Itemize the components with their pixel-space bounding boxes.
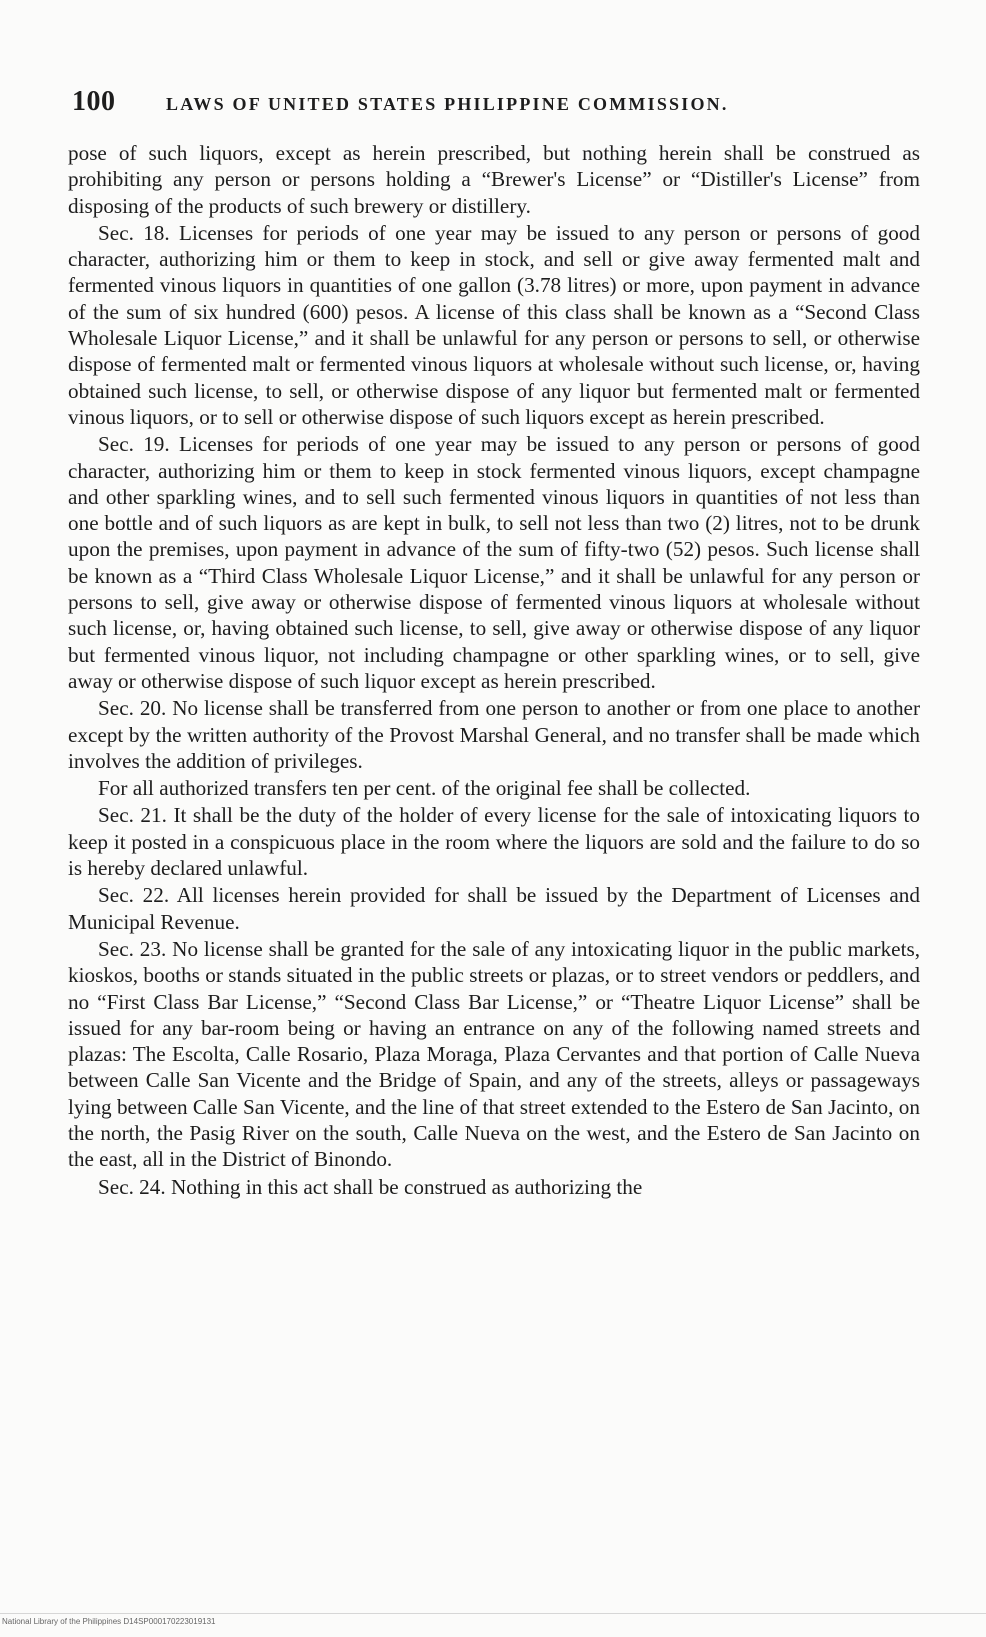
paragraph-sec-19: Sec. 19. Licenses for periods of one year may be issued to any person or persons of good character, authorizing him or them to keep in stock fermented vinous liquors, except champagne and other sparkling wines, and to sell such fermented vinous liquors in quantities of not less than one bottle and of such liquors as are kept in bulk, to sell not less than two (2) litres, not to be drunk upon the premises, upon payment in advance of the sum of fifty-two (52) pesos. Such license shall be known as a “Third Class Wholesale Liquor License,” and it shall be unlawful for any person or persons to sell, give away or otherwise dispose of fermented vinous liquors at wholesale without such license, or, having obtained such license, to sell, give away or otherwise dispose of any liquor but fermented vinous liquor, not including champagne or other sparkling wines, or to sell, give away or otherwise dispose of such liquor except as herein prescribed. [68, 432, 920, 693]
paragraph-transfers: For all authorized transfers ten per cent. of the original fee shall be collected. [98, 776, 751, 801]
footer-text: National Library of the Philippines D14SP000170223019131 [2, 1617, 216, 1626]
paragraph-sec-20: Sec. 20. No license shall be transferred from one person to another or from one place to another except by the written authority of the Provost Marshal General, and no transfer shall be made which involves the addition of privileges. [68, 696, 920, 773]
body-text [68, 140, 920, 1201]
running-head: LAWS OF UNITED STATES PHILIPPINE COMMISSION. [166, 94, 729, 114]
paragraph-sec-24: Sec. 24. Nothing in this act shall be construed as authorizing the [98, 1174, 643, 1199]
scan-footer [0, 1613, 986, 1631]
paragraph-sec-21: Sec. 21. It shall be the duty of the holder of every license for the sale of intoxicating liquors to keep it posted in a conspicuous place in the room where the liquors are sold and the failure to do so is hereby declared unlawful. [68, 803, 920, 881]
page-number: 100 [72, 86, 116, 117]
page-header [72, 86, 932, 122]
paragraph-sec-22: Sec. 22. All licenses herein provided for shall be issued by the Department of Licenses and Municipal Revenue. [68, 883, 920, 934]
paragraph-sec-23: Sec. 23. No license shall be granted for the sale of any intoxicating liquor in the public markets, kioskos, booths or stands situated in the public streets or plazas, or to street vendors or peddlers, and no “First Class Bar License,” “Second Class Bar License,” or “Theatre Liquor License” shall be issued for any bar-room being or having an entrance on any of the following named streets and plazas: The Escolta, Calle Rosario, Plaza Moraga, Plaza Cervantes and that portion of Calle Nueva between Calle San Vicente and the Bridge of Spain, and any of the streets, alleys or passageways lying between Calle San Vicente, and the line of that street extended to the Estero de San Jacinto, on the north, the Pasig River on the south, Calle Nueva on the west, and the Estero de San Jacinto on the east, all in the District of Binondo. [68, 936, 920, 1172]
footer-rule [0, 1613, 986, 1614]
paragraph-continuation: pose of such liquors, except as herein prescribed, but nothing herein shall be construed as prohibiting any person or persons holding a “Brewer's License” or “Distiller's License” from disposing of the products of such brewery or distillery. [68, 141, 920, 218]
paragraph-sec-18: Sec. 18. Licenses for periods of one year may be issued to any person or persons of good character, authorizing him or them to keep in stock, and sell or give away fermented malt and fermented vinous liquors in quantities of one gallon (3.78 litres) or more, upon payment in advance of the sum of six hundred (600) pesos. A license of this class shall be known as a “Second Class Wholesale Liquor License,” and it shall be unlawful for any person or persons to sell, or otherwise dispose of fermented malt or fermented vinous liquors at wholesale without such license, or, having obtained such license, to sell, or otherwise dispose of any liquor but fermented malt or fermented vinous liquors, or to sell or otherwise dispose of such liquors except as herein prescribed. [68, 220, 920, 429]
